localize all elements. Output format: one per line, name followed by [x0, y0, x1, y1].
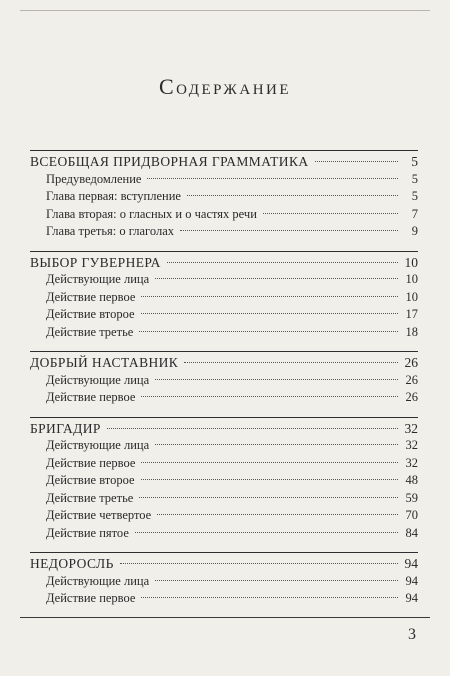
subsection-page: 94 — [405, 591, 418, 605]
chapter-title: ДОБРЫЙ НАСТАВНИК — [30, 355, 179, 370]
dot-leader — [141, 313, 398, 314]
dot-leader — [180, 230, 398, 231]
dot-leader — [187, 195, 398, 196]
dot-leader — [184, 362, 398, 363]
dot-leader — [155, 278, 398, 279]
top-rule — [20, 10, 430, 11]
dot-leader — [135, 532, 398, 533]
dot-leader — [139, 497, 398, 498]
chapter-entry[interactable] — [30, 254, 418, 272]
toc-section — [30, 552, 418, 608]
subsection-page: 9 — [411, 224, 418, 238]
chapter-page: 32 — [404, 420, 418, 436]
chapter-title: ВСЕОБЩАЯ ПРИДВОРНАЯ ГРАММАТИКА — [30, 154, 309, 169]
subsection-page: 17 — [405, 307, 418, 321]
toc-section — [30, 417, 418, 543]
subsection-title: Действие второе — [46, 473, 135, 487]
chapter-entry[interactable] — [30, 555, 418, 573]
subsection-entry[interactable] — [30, 289, 418, 307]
section-divider — [30, 150, 418, 171]
dot-leader — [155, 379, 398, 380]
dot-leader — [120, 563, 398, 564]
subsection-page: 26 — [405, 372, 418, 387]
subsection-entry[interactable] — [30, 507, 418, 525]
dot-leader — [167, 262, 398, 263]
section-divider — [30, 251, 418, 272]
page-title: Содержание — [158, 74, 292, 99]
subsection-page: 32 — [405, 455, 418, 470]
subsection-title: Действие четвертое — [46, 508, 152, 522]
subsection-entry[interactable] — [30, 573, 418, 591]
subsection-title: Действующие лица — [46, 372, 150, 387]
subsection-entry[interactable] — [30, 490, 418, 508]
chapter-page: 5 — [411, 154, 418, 169]
chapter-page: 26 — [404, 355, 418, 370]
subsection-title: Действие первое — [46, 289, 136, 304]
subsection-page: 10 — [405, 272, 418, 286]
chapter-title: БРИГАДИР — [30, 420, 101, 436]
dot-leader — [155, 580, 398, 581]
dot-leader — [141, 597, 398, 598]
subsection-entry[interactable] — [30, 171, 418, 189]
subsection-entry[interactable] — [30, 455, 418, 473]
subsection-page: 18 — [405, 324, 418, 339]
subsection-title: Действие второе — [46, 307, 135, 321]
subsection-entry[interactable] — [30, 372, 418, 390]
subsection-page: 5 — [411, 189, 418, 203]
toc-section — [30, 150, 418, 241]
subsection-page: 70 — [405, 508, 418, 522]
dot-leader — [141, 462, 398, 463]
subsection-entry[interactable] — [30, 324, 418, 342]
subsection-title: Действующие лица — [46, 272, 150, 286]
subsection-page: 84 — [405, 525, 418, 540]
subsection-entry[interactable] — [30, 271, 418, 289]
toc-section — [30, 351, 418, 407]
dot-leader — [315, 161, 398, 162]
subsection-title: Действие первое — [46, 455, 136, 470]
dot-leader — [141, 479, 398, 480]
chapter-title: ВЫБОР ГУВЕРНЕРА — [30, 254, 161, 270]
subsection-entry[interactable] — [30, 223, 418, 241]
subsection-page: 32 — [405, 438, 418, 452]
bottom-rule — [20, 617, 430, 618]
subsection-entry[interactable] — [30, 590, 418, 608]
chapter-title: НЕДОРОСЛЬ — [30, 556, 114, 571]
section-divider — [30, 552, 418, 573]
subsection-entry[interactable] — [30, 188, 418, 206]
subsection-title: Глава вторая: о гласных и о частях речи — [46, 206, 257, 221]
toc-section — [30, 251, 418, 342]
dot-leader — [155, 444, 398, 445]
chapter-entry[interactable] — [30, 354, 418, 372]
subsection-page: 5 — [411, 171, 418, 186]
subsection-page: 94 — [405, 573, 418, 588]
subsection-entry[interactable] — [30, 437, 418, 455]
subsection-entry[interactable] — [30, 206, 418, 224]
subsection-entry[interactable] — [30, 389, 418, 407]
subsection-page: 7 — [411, 206, 418, 221]
dot-leader — [263, 213, 398, 214]
subsection-entry[interactable] — [30, 306, 418, 324]
subsection-entry[interactable] — [30, 472, 418, 490]
dot-leader — [157, 514, 398, 515]
subsection-entry[interactable] — [30, 525, 418, 543]
dot-leader — [107, 428, 398, 429]
subsection-title: Действие третье — [46, 490, 134, 505]
dot-leader — [141, 396, 398, 397]
chapter-page: 10 — [404, 254, 418, 270]
subsection-page: 59 — [405, 490, 418, 505]
section-divider — [30, 417, 418, 438]
subsection-title: Глава первая: вступление — [46, 189, 181, 203]
dot-leader — [141, 296, 398, 297]
subsection-page: 10 — [405, 289, 418, 304]
chapter-entry[interactable] — [30, 420, 418, 438]
subsection-title: Глава третья: о глаголах — [46, 224, 174, 238]
subsection-title: Действие пятое — [46, 525, 129, 540]
subsection-page: 26 — [405, 390, 418, 404]
page-number: 3 — [408, 626, 416, 643]
chapter-entry[interactable] — [30, 153, 418, 171]
dot-leader — [139, 331, 398, 332]
subsection-title: Предуведомление — [46, 171, 142, 186]
dot-leader — [147, 178, 398, 179]
chapter-page: 94 — [404, 556, 418, 571]
section-divider — [30, 351, 418, 372]
subsection-title: Действие третье — [46, 324, 134, 339]
subsection-title: Действующие лица — [46, 573, 150, 588]
subsection-title: Действие первое — [46, 390, 136, 404]
subsection-title: Действие первое — [46, 591, 136, 605]
subsection-title: Действующие лица — [46, 438, 150, 452]
subsection-page: 48 — [405, 473, 418, 487]
table-of-contents — [30, 150, 418, 618]
